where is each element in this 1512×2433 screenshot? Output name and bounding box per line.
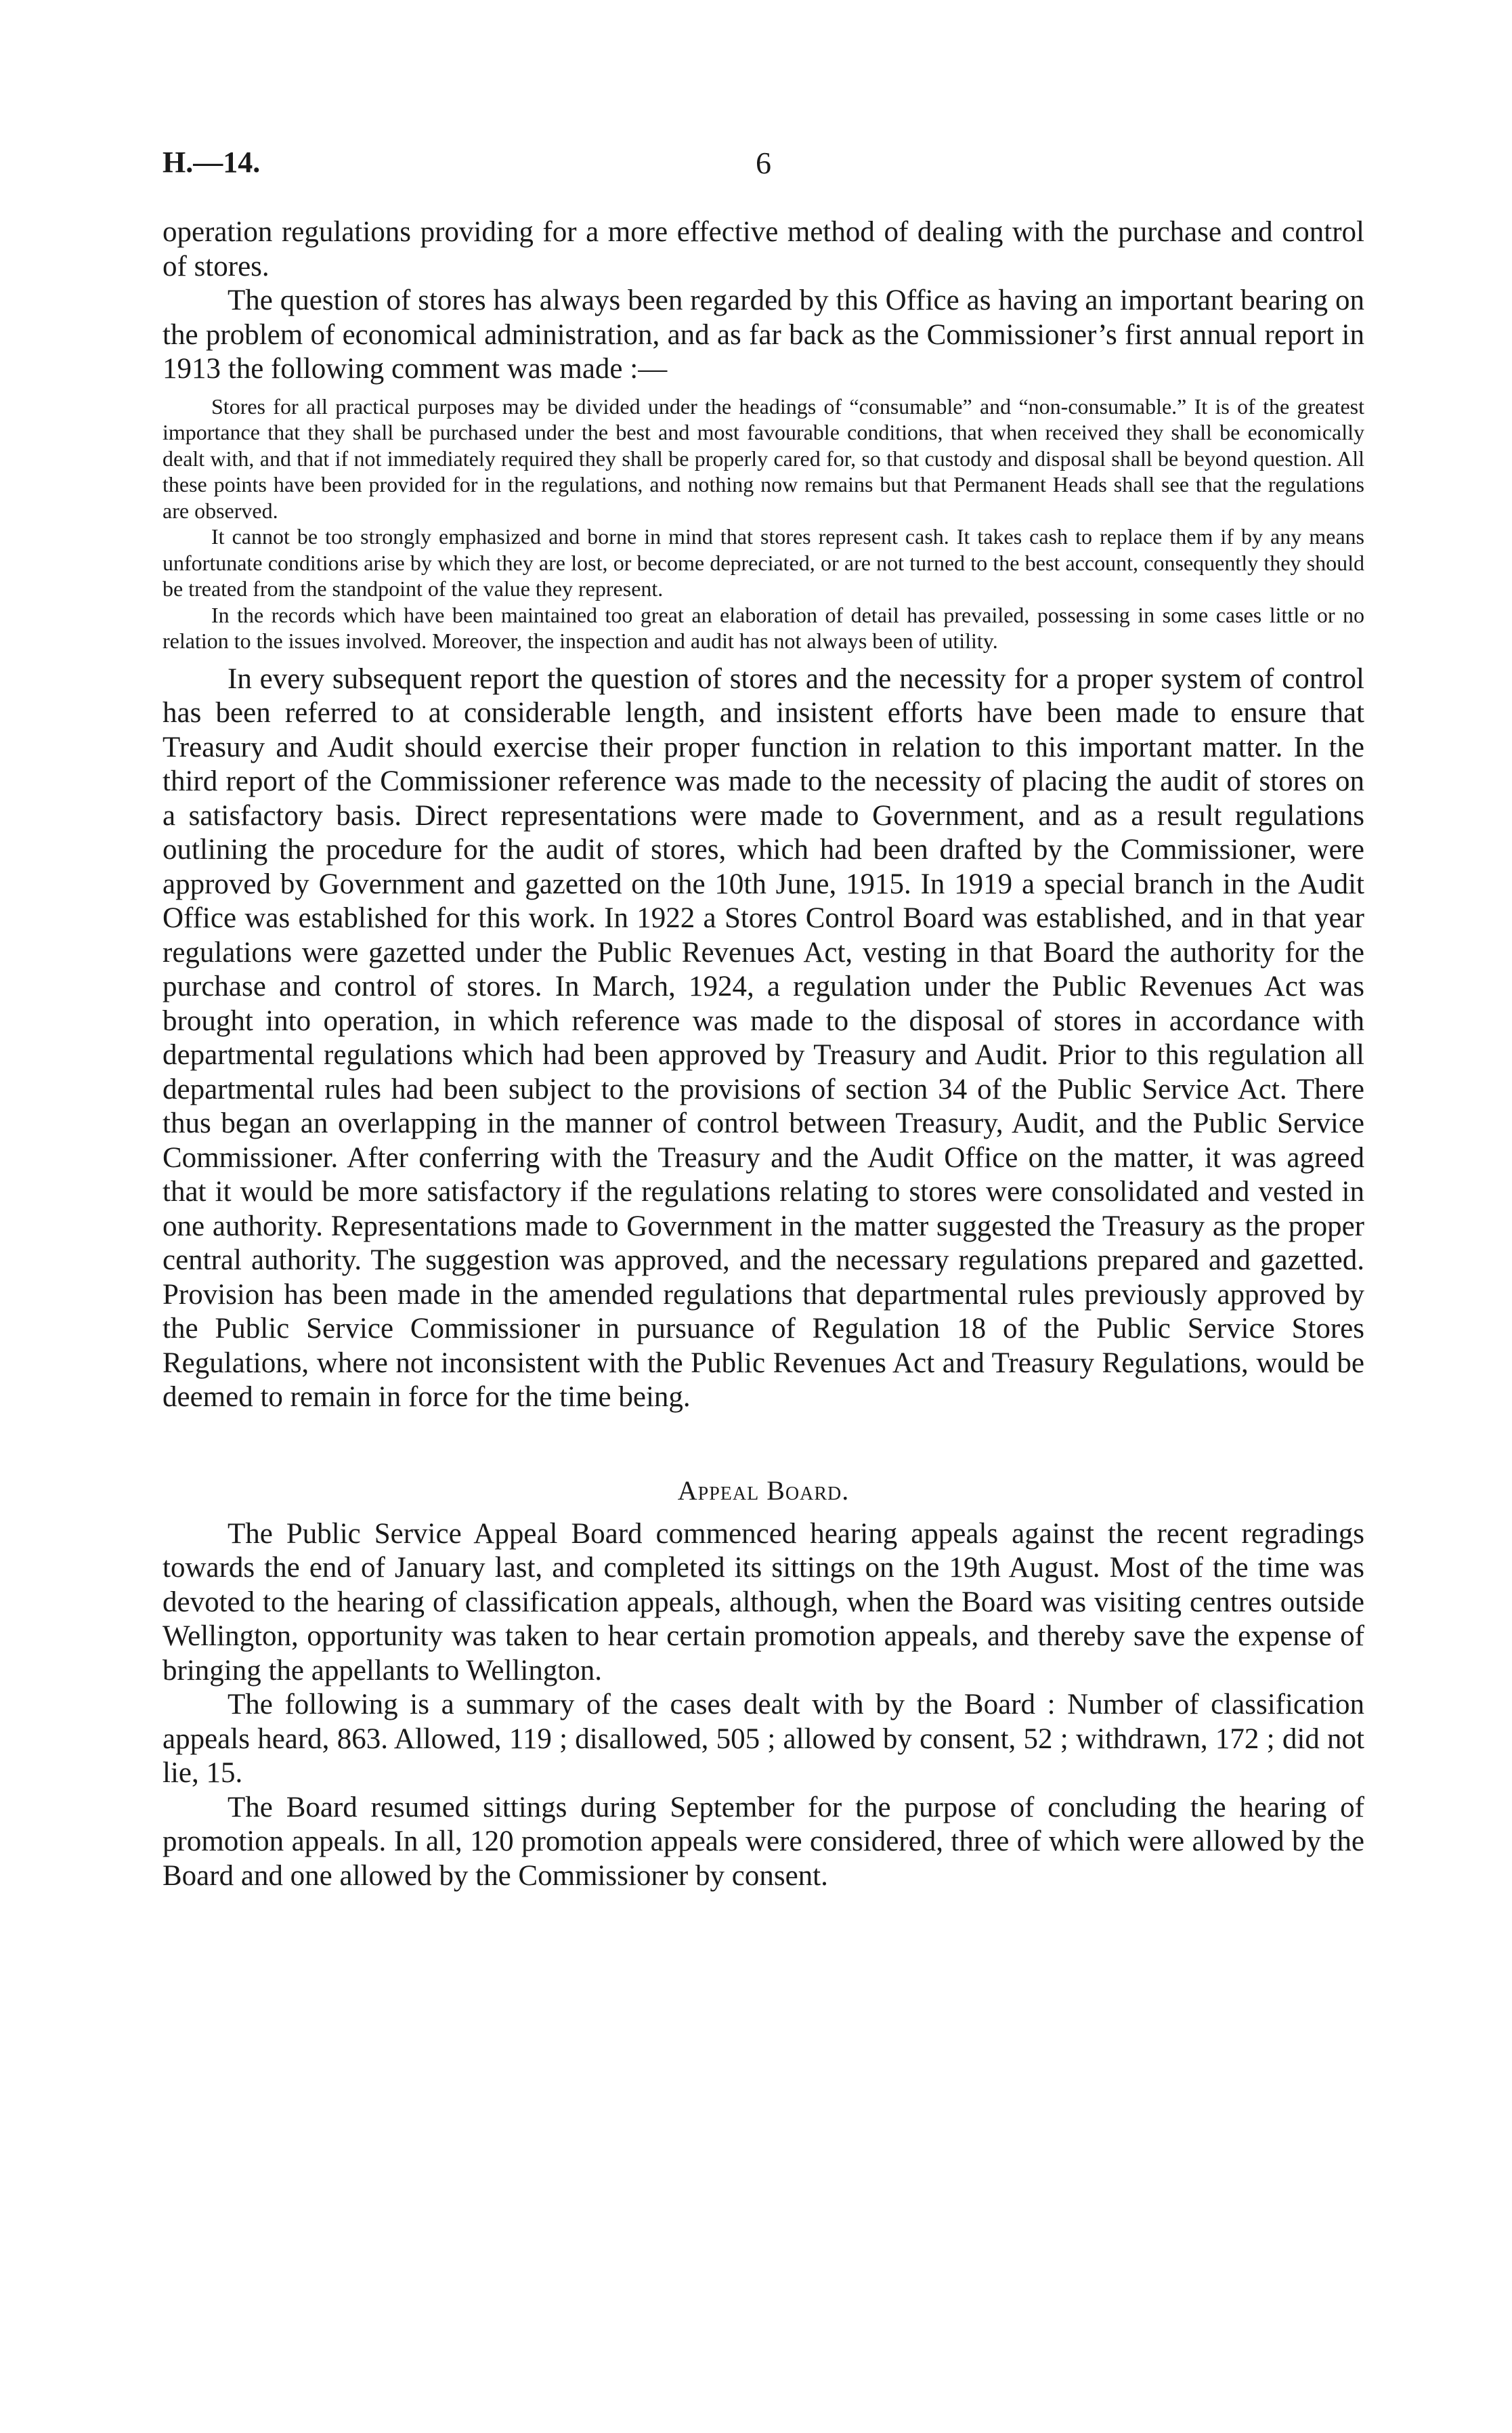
document-reference: H.—14. xyxy=(163,146,261,179)
paragraph-promotion-appeals: The Board resumed sittings during September for the purpose of concluding the hearing of promotion appeals. In all, 120 promotion appeals were considered, three of which were allowed by the Board and one allowed by the Commissioner by consent. xyxy=(163,1791,1364,1892)
page-number: 6 xyxy=(756,146,771,180)
paragraph-stores-control-history: In every subsequent report the question of stores and the necessity for a proper system of control has been referred to at considerable length, and insistent efforts have been made to ensure that Treasury and Audit should exercise their proper function in relation to this important matter. In the third report of the Commissioner reference was made to the necessity of placing the audit of stores on a satisfactory basis. Direct representations were made to Government, and as a result regulations outlining the procedure for the audit of stores, which had been drafted by the Commissioner, were approved by Government and gazetted on the 10th June, 1915. In 1919 a special branch in the Audit Office was established for this work. In 1922 a Stores Control Board was established, and in that year regulations were gazetted under the Public Revenues Act, vesting in that Board the authority for the purchase and control of stores. In March, 1924, a regulation under the Public Revenues Act was brought into operation, in which reference was made to the disposal of stores in accordance with departmental regulations which had been approved by Treasury and Audit. Prior to this regulation all departmental rules had been subject to the provisions of section 34 of the Public Service Act. There thus began an overlapping in the manner of control between Treasury, Audit, and the Public Service Commissioner. After conferring with the Treasury and the Audit Office on the matter, it was agreed that it would be more satisfactory if the regulations relating to stores were consolidated and vested in one authority. Representations made to Government in the matter suggested the Treasury as the proper central authority. The suggestion was approved, and the necessary regulations prepared and gazetted. Provision has been made in the amended regulations that departmental rules previously approved by the Public Service Commissioner in pursuance of Regulation 18 of the Public Service Stores Regulations, where not inconsistent with the Public Revenues Act and Treasury Regulations, would be deemed to remain in force for the time being. xyxy=(163,662,1364,1413)
section-heading-appeal-board: Appeal Board. xyxy=(677,1475,850,1506)
paragraph-appeal-summary: The following is a summary of the cases dealt with by the Board : Number of classification appeals heard, 863. Allowed, 119 ; disallowed, 505 ; allowed by consent, 52 ; withdrawn, 172 ; did not lie, 15. xyxy=(163,1689,1364,1789)
page-header xyxy=(163,145,1364,186)
quote-paragraph: In the records which have been maintained too great an elaboration of detail has prevailed, possessing in some cases little or no relation to the issues involved. Moreover, the inspection and audit has not always been of utility. xyxy=(163,602,1364,653)
quote-paragraph: It cannot be too strongly emphasized and borne in mind that stores represent cash. It takes cash to replace them if by any means unfortunate conditions arise by which they are lost, or become depreciated, or are not turned to the best account, consequently they should be treated from the standpoint of the value they represent. xyxy=(163,524,1364,601)
quote-paragraph: Stores for all practical purposes may be divided under the headings of “consumable” and “non-consumable.” It is of the greatest importance that they shall be purchased under the best and most favourable conditions, that when received they shall be economically dealt with, and that if not immediately required they shall be properly cared for, so that custody and disposal shall be beyond question. All these points have been provided for in the regulations, and nothing now remains but that Permanent Heads shall see that the regulations are observed. xyxy=(163,394,1364,523)
paragraph-stores-question: The question of stores has always been regarded by this Office as having an important bearing on the problem of economical administration, and as far back as the Commissioner’s first annual report in 1913 the following comment was made :— xyxy=(163,284,1364,385)
paragraph-appeal-board-hearings: The Public Service Appeal Board commenced hearing appeals against the recent regradings towards the end of January last, and completed its sittings on the 19th August. Most of the time was devoted to the hearing of classification appeals, although, when the Board was visiting centres outside Wellington, opportunity was taken to hear certain promotion appeals, and thereby save the expense of bringing the appellants to Wellington. xyxy=(163,1517,1364,1687)
page-content xyxy=(163,215,1364,1893)
quoted-report-extract xyxy=(163,394,1364,654)
paragraph-continuation: operation regulations providing for a more effective method of dealing with the purchase and control of stores. xyxy=(163,216,1364,282)
